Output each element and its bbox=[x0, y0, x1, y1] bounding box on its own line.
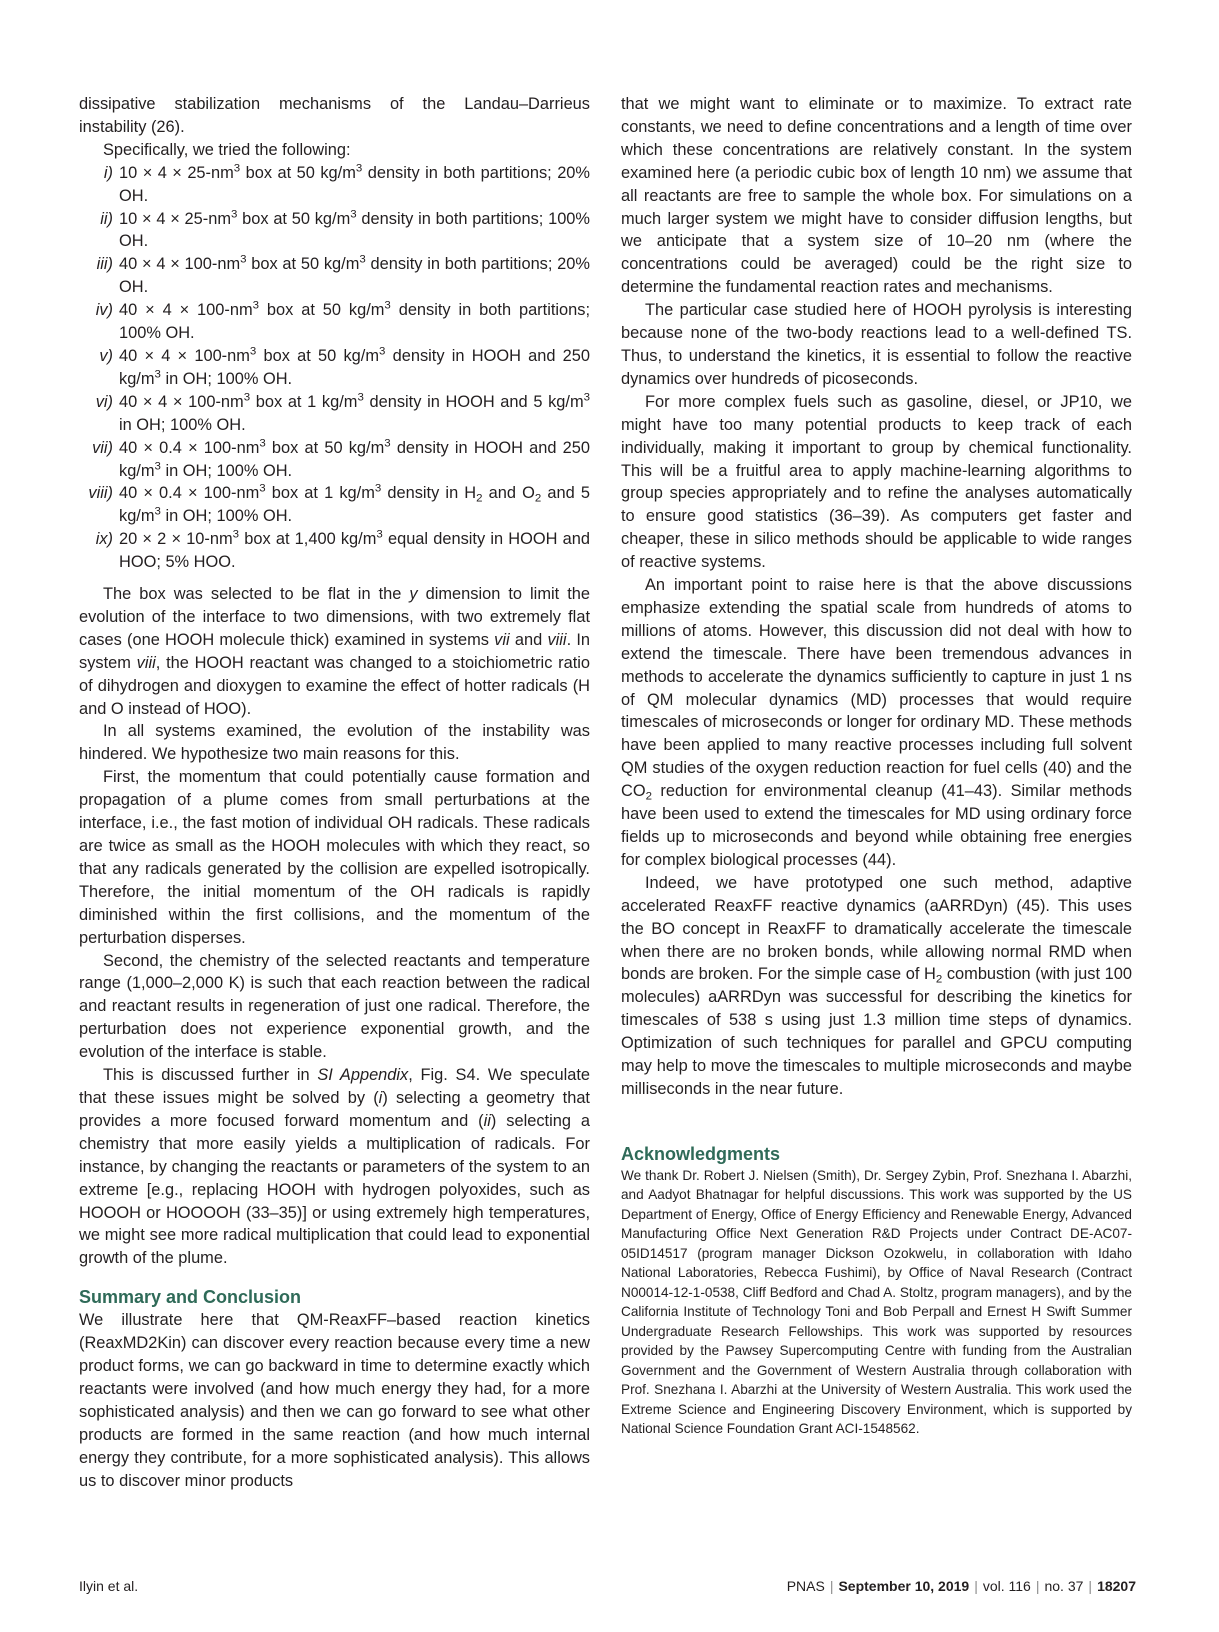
list-item bbox=[79, 528, 590, 574]
journal-name: PNAS bbox=[786, 1578, 825, 1594]
acknowledgments-text: We thank Dr. Robert J. Nielsen (Smith), Dr. Sergey Zybin, Prof. Snezhana I. Abarzhi, and Aadyot Bhatnagar for helpful discussions. This work was supported by the US Department of Energy, Office of Energy Efficiency and Renewable Energy, Advanced Manufacturing Office Next Generation R&D Projects under Contract DE-AC07-05ID14517 (program manager Dickson Ozokwelu, in collaboration with Idaho National Laboratories, Rebecca Fushimi), by Office of Naval Research (Contract N00014-12-1-0538, Cliff Bedford and Chad A. Stoltz, program managers), and by the California Institute of Technology Toni and Bob Perpall and Ernest H Swift Summer Undergraduate Research Fellowships. This work was supported by resources provided by the Pawsey Supercomputing Centre with funding from the Australian Government and the Government of Western Australia through collaboration with Prof. Snezhana I. Abarzhi at the University of Western Australia. This work used the Extreme Science and Engineering Discovery Environment, which is supported by National Science Foundation Grant ACI-1548562. bbox=[621, 1167, 1132, 1437]
experiment-list bbox=[79, 162, 590, 574]
list-number: v) bbox=[99, 346, 113, 365]
list-number: vii) bbox=[92, 438, 113, 457]
list-number: iii) bbox=[96, 255, 113, 274]
separator: | bbox=[1088, 1578, 1093, 1594]
paragraph: This is discussed further in SI Appendix, Fig. S4. We speculate that these issues might be solved by (i) selecting a geometry that provides a more focused forward momentum and (ii) selecting a chemistry that more easily yields a multiplication of radicals. For instance, by changing the reactants or parameters of the system to an extreme [e.g., replacing HOOH with hydrogen polyoxides, such as HOOOH or HOOOOH (33–35)] or using extremely high temperatures, we might see more radical multiplication that could lead to exponential growth of the plume. bbox=[79, 1066, 591, 1268]
paragraph: Second, the chemistry of the selected reactants and temperature range (1,000–2,000 K) is such that each reaction between the radical and reactant results in regeneration of just one radical. Therefore, the perturbation does not experience exponential growth, and the evolution of the interface is stable. bbox=[79, 951, 590, 1062]
separator: | bbox=[974, 1578, 978, 1594]
list-number: iv) bbox=[95, 301, 113, 320]
page-number: 18207 bbox=[1097, 1578, 1136, 1594]
section-heading-summary: Summary and Conclusion bbox=[79, 1287, 302, 1308]
list-number: ii) bbox=[100, 209, 113, 228]
paragraph: The particular case studied here of HOOH pyrolysis is interesting because none of the two-body reactions lead to a well-defined TS. Thus, to understand the kinetics, it is essential to follow the reactive dynamics over hundreds of picoseconds. bbox=[621, 301, 1132, 388]
footer-authors: Ilyin et al. bbox=[79, 1578, 139, 1594]
paragraph: Specifically, we tried the following: bbox=[103, 140, 351, 159]
list-item bbox=[79, 208, 590, 254]
list-item bbox=[79, 162, 590, 208]
paragraph: We illustrate here that QM-ReaxFF–based reaction kinetics (ReaxMD2Kin) can discover every reaction because every time a new product forms, we can go backward in time to determine exactly which reactants were involved (and how much energy they had, for a more sophisticated analysis) and then we can go forward to see what other products are formed in the same reaction (and how much internal energy they contribute, for a more sophisticated analysis). This allows us to discover minor products bbox=[79, 1311, 590, 1490]
list-text: $40 \times 4 \times 100-nm^3$ box at 50 $kg/m^3$ density in both partitions; 100% OH. bbox=[119, 299, 591, 343]
spacer bbox=[79, 574, 590, 583]
list-text: $40 \times 4 \times 100-nm^3$ box at 50 $kg/m^3$ density in HOOH and 250 $kg/m^3$ in OH; 100% OH. bbox=[119, 345, 591, 388]
separator: | bbox=[829, 1578, 834, 1594]
list-number: viii) bbox=[88, 484, 113, 503]
list-text: $40 \times 0.4 \times 100-nm^3$ box at 50 $kg/m^3$ density in HOOH and 250 $kg/m^3$ in OH; 100% OH. bbox=[119, 437, 591, 480]
list-number: i) bbox=[103, 163, 113, 182]
paragraph: that we might want to eliminate or to maximize. To extract rate constants, we need to define concentrations and a length of time over which these concentrations are relatively constant. In the system examined here (a periodic cubic box of length 10 nm) we assume that all reactants are free to sample the whole box. For simulations on a much larger system we might have to consider diffusion lengths, but we anticipate that a system size of 10–20 nm (where the concentrations could be averaged) could be the right size to determine the fundamental reaction rates and mechanisms. bbox=[621, 95, 1132, 297]
paragraph: First, the momentum that could potentially cause formation and propagation of a plume comes from small perturbations at the interface, i.e., the fast motion of individual OH radicals. These radicals are twice as small as the HOOH molecules with which they react, so that any radicals generated by the collision are expelled isotropically. Therefore, the initial momentum of the OH radicals is rapidly diminished within the first collisions, and the momentum of the perturbation disperses. bbox=[79, 768, 590, 947]
list-text: $40 \times 0.4 \times 100-nm^3$ box at 1 $kg/m^3$ density in $H_2$ and $O_2$ and 5 $kg/m^3$ in OH; 100% OH. bbox=[119, 483, 590, 526]
paragraph: An important point to raise here is that the above discussions emphasize extending the spatial scale from hundreds of atoms to millions of atoms. However, this discussion did not deal with how to extend the timescale. There have been tremendous advances in methods to accelerate the dynamics sufficiently to capture in just 1 ns of QM molecular dynamics (MD) processes that would require timescales of microseconds or longer for ordinary MD. These methods have been applied to many reactive processes including full solvent QM studies of the oxygen reduction reaction for fuel cells (40) and the $CO_2$ reduction for environmental cleanup (41–43). Similar methods have been used to extend the timescales for MD using ordinary force fields up to microseconds and beyond while obtaining free energies for complex biological processes (44). bbox=[621, 576, 1132, 869]
issue-date: September 10, 2019 bbox=[838, 1578, 970, 1594]
section-heading-acknowledgments: Acknowledgments bbox=[621, 1143, 781, 1164]
separator: | bbox=[1035, 1578, 1040, 1594]
list-text: $40 \times 4 \times 100-nm^3$ box at 1 $kg/m^3$ density in HOOH and 5 $kg/m^3$ in OH; 100% OH. bbox=[119, 391, 590, 434]
list-text: $10 \times 4 \times 25-nm^3$ box at 50 $kg/m^3$ density in both partitions; 100% OH. bbox=[119, 208, 590, 251]
list-number: ix) bbox=[95, 530, 113, 549]
paragraph: For more complex fuels such as gasoline, diesel, or JP10, we might have too many potential products to keep track of each individually, making it important to group by chemical functionality. This will be a fruitful area to apply machine-learning algorithms to group species appropriately and to refine the analyses automatically to ensure good statistics (36–39). As computers get faster and cheaper, these in silico methods should be applicable to wide ranges of reactive systems. bbox=[621, 392, 1132, 572]
paragraph: Indeed, we have prototyped one such method, adaptive accelerated ReaxFF reactive dynamics (aARRDyn) (45). This uses the BO concept in ReaxFF to dramatically accelerate the timescale when there are no broken bonds, while allowing normal RMD when bonds are broken. For the simple case of $H_2$ combustion (with just 100 molecules) aARRDyn was successful for describing the kinetics for timescales of 538 s using just 1.3 million time steps of dynamics. Optimization of such techniques for parallel and GPCU computing may help to move the timescales to multiple microseconds and maybe milliseconds in the near future. bbox=[621, 873, 1132, 1098]
list-item bbox=[79, 299, 590, 345]
list-item bbox=[79, 391, 590, 437]
paragraph: dissipative stabilization mechanisms of the Landau–Darrieus instability (26). bbox=[79, 95, 590, 136]
issue-number: no. 37 bbox=[1044, 1578, 1084, 1594]
list-item bbox=[79, 437, 590, 483]
list-item bbox=[79, 253, 590, 299]
list-number: vi) bbox=[95, 392, 113, 411]
list-text: $20 \times 2 \times 10-nm^3$ box at 1,400 $kg/m^3$ equal density in HOOH and HOO; 5% HOO. bbox=[119, 528, 590, 572]
right-column bbox=[621, 93, 1132, 1439]
volume: vol. 116 bbox=[982, 1578, 1031, 1594]
paragraph: In all systems examined, the evolution of the instability was hindered. We hypothesize two main reasons for this. bbox=[79, 722, 590, 764]
paragraph: The box was selected to be flat in the y dimension to limit the evolution of the interface to two dimensions, with two extremely flat cases (one HOOH molecule thick) examined in systems vii and viii. In system viii, the HOOH reactant was changed to a stoichiometric ratio of dihydrogen and dioxygen to examine the effect of hotter radicals (H and O instead of HOO). bbox=[79, 585, 591, 718]
list-item bbox=[79, 345, 590, 391]
list-text: $10 \times 4 \times 25-nm^3$ box at 50 $kg/m^3$ density in both partitions; 20% OH. bbox=[119, 162, 590, 205]
list-text: $40 \times 4 \times 100-nm^3$ box at 50 $kg/m^3$ density in both partitions; 20% OH. bbox=[119, 254, 590, 297]
footer-citation bbox=[787, 1577, 1136, 1595]
left-column bbox=[79, 93, 590, 1492]
list-item bbox=[79, 482, 590, 528]
